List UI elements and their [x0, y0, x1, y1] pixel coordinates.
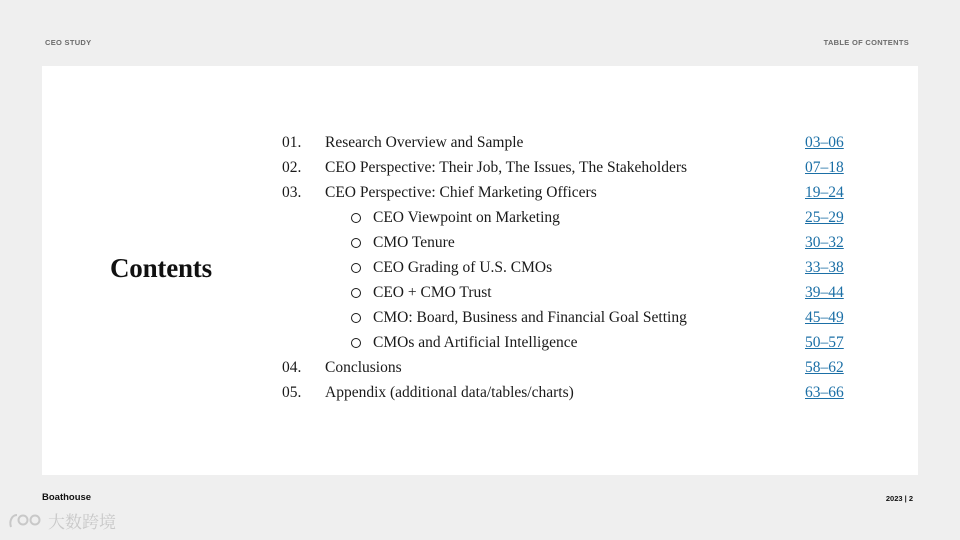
page-number: 2023 | 2 [885, 494, 913, 503]
toc-item-label: CMO Tenure [373, 234, 455, 251]
toc-subitem [0, 282, 960, 304]
circle-bullet-icon [351, 313, 361, 323]
toc-item-number: 02. [282, 159, 302, 176]
toc-subitem [0, 207, 960, 229]
toc-page-link[interactable]: 39–44 [805, 284, 844, 301]
toc-item-label: Appendix (additional data/tables/charts) [325, 384, 574, 401]
toc-page-link[interactable]: 50–57 [805, 334, 844, 351]
watermark-text: 大数跨境 [48, 513, 116, 533]
watermark-logo-icon [8, 511, 44, 531]
toc-item-number: 01. [282, 134, 302, 151]
toc-item-number: 03. [282, 184, 302, 201]
circle-bullet-icon [351, 288, 361, 298]
toc-item-label: CEO Perspective: Chief Marketing Officers [325, 184, 597, 201]
toc-page-link[interactable]: 63–66 [805, 384, 844, 401]
toc-page-link[interactable]: 25–29 [805, 209, 844, 226]
circle-bullet-icon [351, 263, 361, 273]
toc-page-link[interactable]: 19–24 [805, 184, 844, 201]
toc-item-number: 05. [282, 384, 302, 401]
toc-item [0, 132, 960, 154]
toc-item-label: CEO + CMO Trust [373, 284, 492, 301]
toc-item-label: CEO Grading of U.S. CMOs [373, 259, 553, 276]
toc-page-link[interactable]: 07–18 [805, 159, 844, 176]
toc-item [0, 182, 960, 204]
header-study-label: CEO STUDY [45, 38, 92, 47]
toc-item-label: CEO Perspective: Their Job, The Issues, The Stakeholders [325, 159, 688, 176]
toc-item-label: CMOs and Artificial Intelligence [373, 334, 578, 351]
watermark [8, 508, 116, 533]
page-title: Contents [110, 253, 212, 283]
circle-bullet-icon [351, 338, 361, 348]
toc-item-label: Research Overview and Sample [325, 134, 524, 151]
toc-item-number: 04. [282, 359, 302, 376]
toc-page-link[interactable]: 33–38 [805, 259, 844, 276]
toc-item [0, 382, 960, 404]
circle-bullet-icon [351, 238, 361, 248]
toc-page-link[interactable]: 58–62 [805, 359, 844, 376]
header-section-label: TABLE OF CONTENTS [823, 38, 909, 47]
circle-bullet-icon [351, 213, 361, 223]
toc-page-link[interactable]: 30–32 [805, 234, 844, 251]
toc-subitem [0, 332, 960, 354]
toc-item [0, 357, 960, 379]
toc-item-label: CEO Viewpoint on Marketing [373, 209, 560, 226]
toc-subitem [0, 257, 960, 279]
toc-item-label: CMO: Board, Business and Financial Goal Setting [373, 309, 687, 326]
toc-page-link[interactable]: 45–49 [805, 309, 844, 326]
toc-subitem [0, 307, 960, 329]
toc-item-label: Conclusions [325, 359, 402, 376]
toc-page-link[interactable]: 03–06 [805, 134, 844, 151]
brand-logo: Boathouse [42, 492, 92, 503]
toc-item [0, 157, 960, 179]
toc-subitem [0, 232, 960, 254]
